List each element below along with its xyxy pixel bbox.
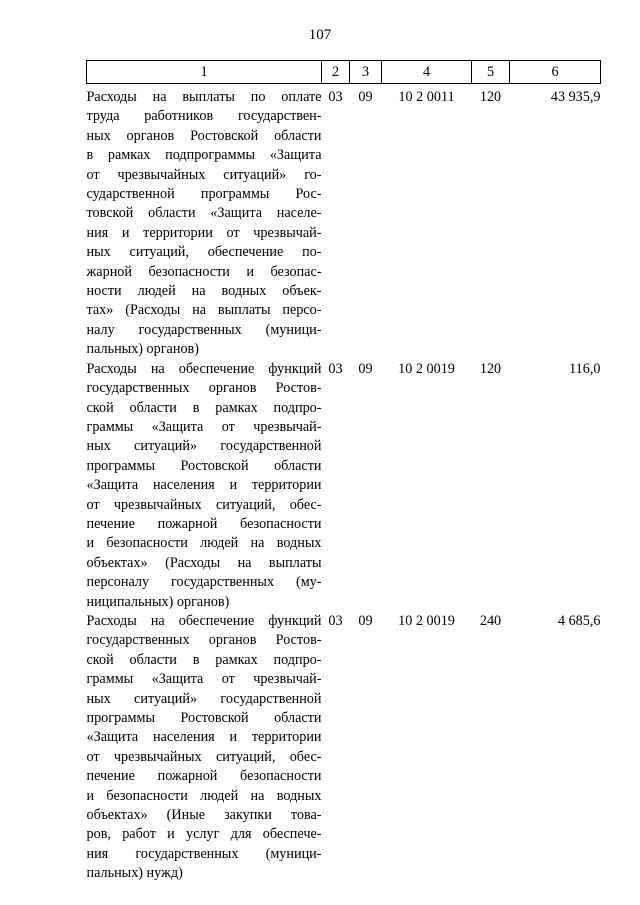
description-line: налу государственных (муници- bbox=[86, 321, 322, 338]
header-col-3: 3 bbox=[350, 61, 382, 84]
description-line: и безопасности людей на водных bbox=[86, 535, 322, 552]
description-line: от чрезвычайных ситуаций, обес- bbox=[86, 748, 322, 765]
target-article-code: 10 2 0019 bbox=[398, 612, 455, 629]
section-code: 03 bbox=[328, 89, 343, 105]
header-col-4: 4 bbox=[382, 61, 472, 84]
amount: 43 935,9 bbox=[550, 89, 601, 105]
description-line: печение пожарной безопасности bbox=[86, 515, 322, 532]
header-row bbox=[87, 61, 601, 84]
description-line: ров, работ и услуг для обеспече- bbox=[86, 826, 322, 843]
description-line: ской области в рамках подпро- bbox=[86, 651, 322, 668]
description-line: объектах» (Иные закупки това- bbox=[86, 807, 322, 824]
amount: 4 685,6 bbox=[557, 612, 601, 629]
subsection-code: 09 bbox=[358, 612, 373, 629]
header-col-1: 1 bbox=[87, 61, 322, 84]
description-line: ниципальных) органов) bbox=[86, 593, 230, 610]
amount: 116,0 bbox=[569, 360, 601, 377]
description-line: сударственной программы Рос- bbox=[86, 186, 322, 203]
description-line: ности людей на водных объек- bbox=[86, 283, 322, 300]
description-line: тах» (Расходы на выплаты персо- bbox=[86, 302, 322, 319]
header-col-6: 6 bbox=[510, 61, 601, 84]
section-code: 03 bbox=[328, 612, 343, 629]
description-line: печение пожарной безопасности bbox=[86, 768, 322, 785]
description-line: государственных органов Ростов- bbox=[86, 380, 322, 397]
description-line: объектах» (Расходы на выплаты bbox=[86, 554, 322, 571]
description-line: и безопасности людей на водных bbox=[86, 787, 322, 804]
description-line: жарной безопасности и безопас- bbox=[86, 263, 322, 280]
description-line: ных ситуаций, обеспечение по- bbox=[86, 244, 322, 261]
description-line: Расходы на обеспечение функций bbox=[86, 360, 322, 377]
description-line: персоналу государственных (му- bbox=[86, 574, 322, 591]
table-row bbox=[87, 360, 601, 612]
description-line: ния государственных (муници- bbox=[86, 845, 322, 862]
expense-description bbox=[87, 84, 322, 360]
header-col-2: 2 bbox=[322, 61, 350, 84]
description-line: от чрезвычайных ситуаций, обес- bbox=[86, 496, 322, 513]
description-line: программы Ростовской области bbox=[86, 710, 322, 726]
table-row bbox=[87, 84, 601, 360]
description-line: программы Ростовской области bbox=[86, 457, 322, 474]
description-line: «Защита населения и территории bbox=[86, 477, 322, 494]
table-row bbox=[87, 612, 601, 884]
description-line: государственных органов Ростов- bbox=[86, 632, 322, 649]
description-line: Расходы на обеспечение функций bbox=[86, 612, 322, 629]
description-line: Расходы на выплаты по оплате bbox=[86, 89, 322, 105]
description-line: пальных) нужд) bbox=[86, 865, 183, 882]
description-line: «Защита населения и территории bbox=[86, 729, 322, 746]
subsection-code: 09 bbox=[358, 360, 373, 377]
expense-description bbox=[87, 612, 322, 884]
expense-type-code: 120 bbox=[479, 360, 502, 377]
description-line: от чрезвычайных ситуаций» го- bbox=[86, 166, 322, 183]
target-article-code: 10 2 0019 bbox=[398, 360, 455, 377]
description-line: ных ситуаций» государственной bbox=[86, 438, 322, 455]
description-line: ния и территории от чрезвычай- bbox=[86, 224, 322, 241]
expense-type-code: 240 bbox=[479, 612, 502, 629]
expense-description bbox=[87, 360, 322, 612]
expense-type-code: 120 bbox=[479, 89, 502, 105]
subsection-code: 09 bbox=[358, 89, 373, 105]
budget-table bbox=[86, 60, 601, 884]
header-col-5: 5 bbox=[472, 61, 510, 84]
target-article-code: 10 2 0011 bbox=[398, 89, 455, 105]
description-line: пальных) органов) bbox=[86, 341, 199, 358]
description-line: граммы «Защита от чрезвычай- bbox=[86, 418, 322, 435]
description-line: в рамках подпрограммы «Защита bbox=[86, 147, 322, 164]
description-line: граммы «Защита от чрезвычай- bbox=[86, 671, 322, 688]
description-line: товской области «Защита населе- bbox=[86, 205, 322, 222]
section-code: 03 bbox=[328, 360, 343, 377]
description-line: труда работников государствен- bbox=[86, 108, 322, 125]
page-number: 107 bbox=[308, 27, 332, 43]
description-line: ской области в рамках подпро- bbox=[86, 399, 322, 416]
description-line: ных органов Ростовской области bbox=[86, 127, 322, 144]
description-line: ных ситуаций» государственной bbox=[86, 690, 322, 707]
